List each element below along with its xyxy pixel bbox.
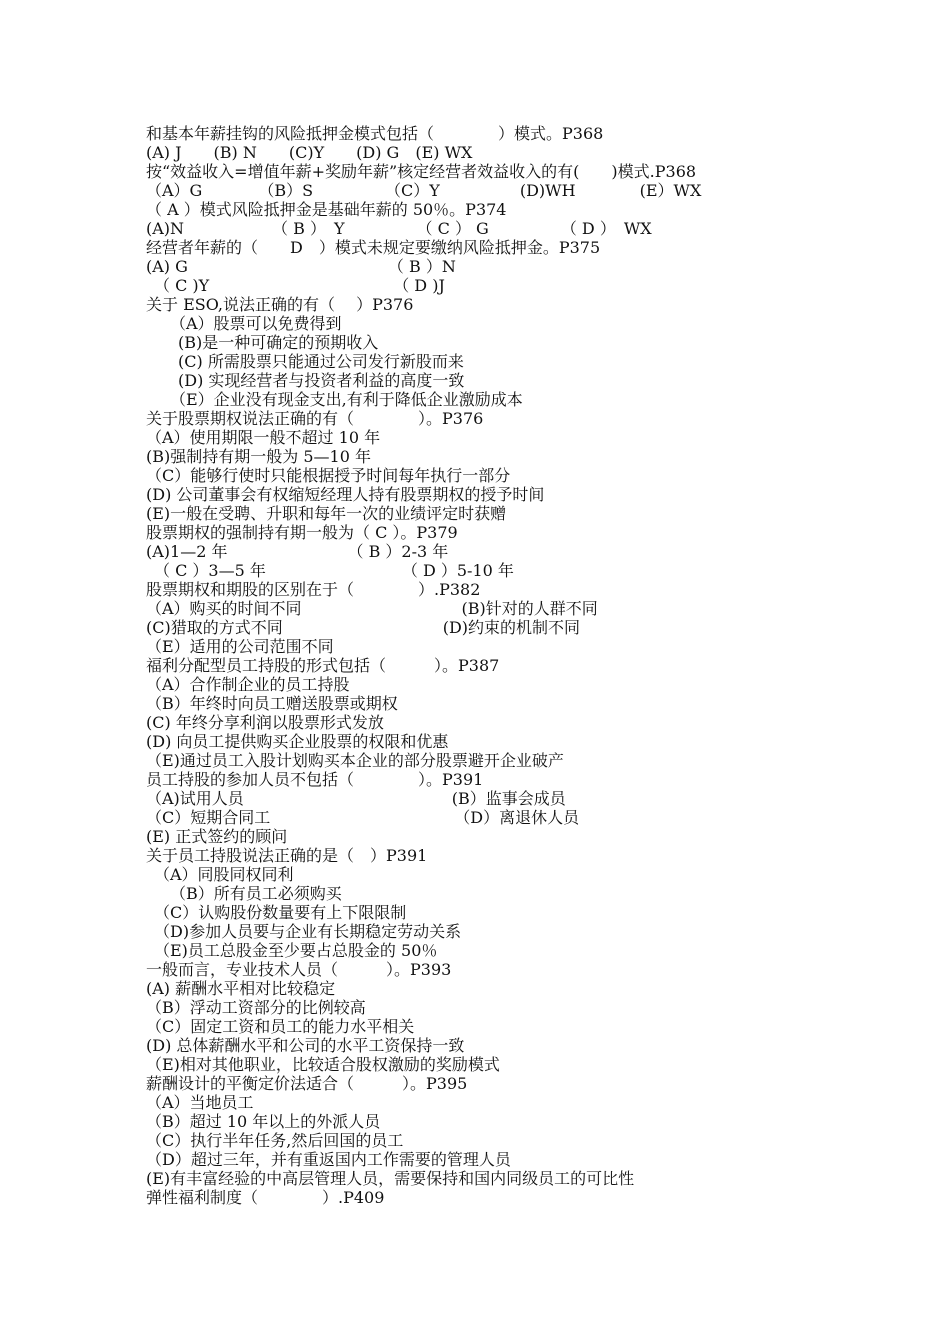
text-line: （E）企业没有现金支出,有利于降低企业激励成本 [146, 390, 523, 409]
text-line: （A）使用期限一般不超过 10 年 [146, 428, 381, 447]
text-line: (B)是一种可确定的预期收入 [146, 333, 379, 352]
text-line: （D)参加人员要与企业有长期稳定劳动关系 [146, 922, 462, 941]
text-line: 员工持股的参加人员不包括（ ）。P391 [146, 770, 484, 789]
text-line: (E)有丰富经验的中高层管理人员，需要保持和国内同级员工的可比性 [146, 1169, 635, 1188]
text-line: （A）购买的时间不同 (B)针对的人群不同 [146, 599, 598, 618]
text-line: （C）认购股份数量要有上下限限制 [146, 903, 407, 922]
text-line: 关于员工持股说法正确的是（ ）P391 [146, 846, 428, 865]
text-line: 经营者年薪的（ D ）模式未规定要缴纳风险抵押金。P375 [146, 238, 601, 257]
text-line: （C）固定工资和员工的能力水平相关 [146, 1017, 415, 1036]
text-line: (B)强制持有期一般为 5—10 年 [146, 447, 371, 466]
text-line: (D) 总体薪酬水平和公司的水平工资保持一致 [146, 1036, 465, 1055]
text-line: （B）超过 10 年以上的外派人员 [146, 1112, 381, 1131]
text-line: (C) 年终分享利润以股票形式发放 [146, 713, 384, 732]
text-line: 股票期权和期股的区别在于（ ）.P382 [146, 580, 481, 599]
text-line: 薪酬设计的平衡定价法适合（ ）。P395 [146, 1074, 468, 1093]
text-line: （ C ）3—5 年 （ D ）5-10 年 [146, 561, 514, 580]
text-line: （ C )Y （ D )J [146, 276, 445, 295]
text-line: (D) 向员工提供购买企业股票的权限和优惠 [146, 732, 449, 751]
text-line: (A) J (B) N (C)Y (D) G (E) WX [146, 143, 473, 162]
text-line: 弹性福利制度（ ）.P409 [146, 1188, 385, 1207]
text-line: （B）年终时向员工赠送股票或期权 [146, 694, 398, 713]
text-line: (A)N （ B ） Y （ C ） G （ D ） WX [146, 219, 652, 238]
text-line: （E)员工总股金至少要占总股金的 50％ [146, 941, 438, 960]
text-line: 关于股票期权说法正确的有（ ）。P376 [146, 409, 484, 428]
text-line: 按“效益收入=增值年薪+奖励年薪”核定经营者效益收入的有( )模式.P368 [146, 162, 697, 181]
text-line: 关于 ESO,说法正确的有（ ）P376 [146, 295, 414, 314]
text-line: （ A ）模式风险抵押金是基础年薪的 50％。P374 [146, 200, 507, 219]
text-line: （E）适用的公司范围不同 [146, 637, 334, 656]
text-line: (A)1—2 年 （ B ）2-3 年 [146, 542, 449, 561]
text-line: 福利分配型员工持股的形式包括（ ）。P387 [146, 656, 500, 675]
text-line: （C）能够行使时只能根据授予时间每年执行一部分 [146, 466, 511, 485]
text-line: 一般而言，专业技术人员（ ）。P393 [146, 960, 452, 979]
text-line: （C）短期合同工 （D）离退休人员 [146, 808, 580, 827]
text-line: （D）超过三年，并有重返国内工作需要的管理人员 [146, 1150, 511, 1169]
text-line: （E)相对其他职业，比较适合股权激励的奖励模式 [146, 1055, 500, 1074]
text-line: （A）合作制企业的员工持股 [146, 675, 350, 694]
text-line: (C)猎取的方式不同 (D)约束的机制不同 [146, 618, 581, 637]
text-line: (E)一般在受聘、升职和每年一次的业绩评定时获赠 [146, 504, 507, 523]
text-line: (D) 公司董事会有权缩短经理人持有股票期权的授予时间 [146, 485, 545, 504]
text-line: (E) 正式签约的顾问 [146, 827, 288, 846]
text-line: (C) 所需股票只能通过公司发行新股而来 [146, 352, 464, 371]
text-line: （A）股票可以免费得到 [146, 314, 342, 333]
text-line: (A) 薪酬水平相对比较稳定 [146, 979, 336, 998]
text-line: （C）执行半年任务,然后回国的员工 [146, 1131, 404, 1150]
text-line: 股票期权的强制持有期一般为（ C ）。P379 [146, 523, 458, 542]
text-line: （A)试用人员 (B）监事会成员 [146, 789, 566, 808]
text-line: （B）浮动工资部分的比例较高 [146, 998, 366, 1017]
text-line: (A) G （ B ）N [146, 257, 456, 276]
text-line: （A）G （B）S （C）Y (D)WH (E）WX [146, 181, 702, 200]
text-line: （B）所有员工必须购买 [146, 884, 342, 903]
text-line: 和基本年薪挂钩的风险抵押金模式包括（ ）模式。P368 [146, 124, 604, 143]
text-line: （A）当地员工 [146, 1093, 254, 1112]
text-line: (D) 实现经营者与投资者利益的高度一致 [146, 371, 465, 390]
text-line: （A）同股同权同利 [146, 865, 294, 884]
text-line: （E)通过员工入股计划购买本企业的部分股票避开企业破产 [146, 751, 564, 770]
